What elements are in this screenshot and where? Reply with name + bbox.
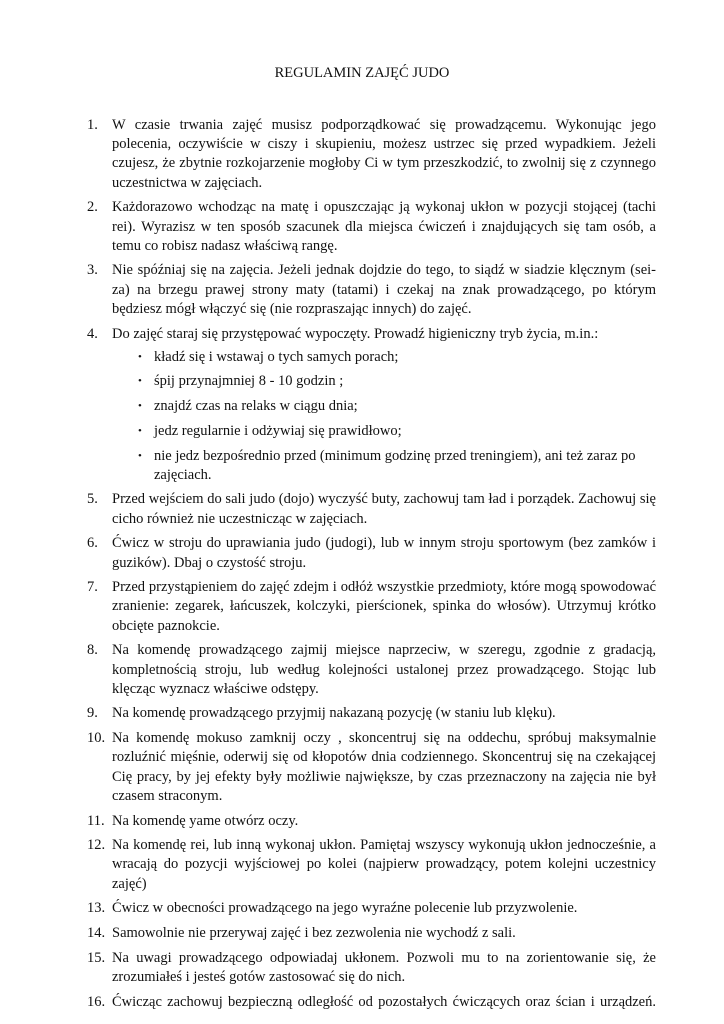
rule-number: 3. — [87, 262, 98, 279]
rule-item — [87, 198, 656, 256]
document-title: REGULAMIN ZAJĘĆ JUDO — [274, 65, 450, 81]
rule-item — [87, 261, 656, 319]
rule-item — [87, 534, 656, 572]
rule-text: Nie spóźniaj się na zajęcia. Jeżeli jednak dojdzie do tego, to siądź w siadzie klęcznym (sei-za) na brzegu prawej strony maty (tatami) i czekaj na znak prowadzącego, po którym będziesz mógł włączyć się (nie rozpraszając innych) do zajęć. — [112, 262, 656, 317]
rule-text: Samowolnie nie przerywaj zajęć i bez zezwolenia nie wychodź z sali. — [112, 925, 516, 942]
sublist-item — [112, 397, 656, 416]
rule-number: 15. — [87, 949, 106, 966]
rule-item — [87, 704, 656, 723]
rule-number: 8. — [87, 642, 98, 659]
rule-number: 4. — [87, 325, 98, 342]
rule-text: Ćwicz w obecności prowadzącego na jego wyraźne polecenie lub przyzwolenie. — [112, 900, 578, 917]
bullet-icon: • — [138, 375, 142, 388]
rule-text: Na komendę rei, lub inną wykonaj ukłon. Pamiętaj wszyscy wykonują ukłon jednocześnie, a wracają do pozycji wyjściowej po kolei (najpierw prowadzący, potem kolejni uczestnicy zajęć) — [112, 837, 656, 892]
bullet-icon: • — [138, 449, 142, 462]
sublist-item — [112, 348, 656, 367]
rule-text: Przed przystąpieniem do zajęć zdejm i odłóż wszystkie przedmioty, które mogą spowodować zranienie: zegarek, łańcuszek, kolczyki, pierścionek, spinka do włosów). Utrzymuj krótko obcięte paznokcie. — [112, 579, 656, 634]
rule-number: 9. — [87, 705, 98, 722]
rule-text: Na komendę yame otwórz oczy. — [112, 812, 299, 829]
sublist-item-text: śpij przynajmniej 8 - 10 godzin ; — [154, 373, 344, 390]
rule-text: Na komendę prowadzącego zajmij miejsce naprzeciw, w szeregu, zgodnie z gradacją, kompletnością stroju, lub według kolejności ustalonej przez prowadzącego. Stojąc lub klęcząc wyznacz właściwe odstępy. — [112, 642, 656, 697]
rule-text: Każdorazowo wchodząc na matę i opuszczając ją wykonaj ukłon w pozycji stojącej (tachi rei). Wyrazisz w ten sposób szacunek dla miejsca ćwiczeń i znajdujących się tam osób, a temu co robisz nadasz właściwą rangę. — [112, 199, 656, 254]
rule-text: Ćwicząc zachowuj bezpieczną odległość od pozostałych ćwiczących oraz ścian i urządzeń. — [112, 993, 656, 1010]
rule-number: 11. — [87, 812, 105, 829]
rule-text: W czasie trwania zajęć musisz podporządkować się prowadzącemu. Wykonując jego polecenia, oczywiście w ciszy i skupieniu, możesz ustrzec się przed wypadkiem. Jeżeli czujesz, że zbytnie rozkojarzenie mogłoby Ci w tym przeszkodzić, to zwolnij się z czynnego uczestnictwa w zajęciach. — [112, 117, 656, 191]
rule-item — [87, 116, 656, 193]
sublist-item — [112, 422, 656, 441]
rule-text: Przed wejściem do sali judo (dojo) wyczyść buty, zachowuj tam ład i porządek. Zachowuj się cicho również nie uczestnicząc w zajęciach. — [112, 491, 656, 527]
bullet-icon: • — [138, 350, 142, 363]
rule-item — [87, 836, 656, 894]
rule-number: 7. — [87, 579, 98, 596]
rule-item — [87, 490, 656, 528]
rule-item — [87, 812, 656, 831]
rule-item — [87, 729, 656, 806]
rule-item — [87, 949, 656, 987]
rule-text: Na komendę prowadzącego przyjmij nakazaną pozycję (w staniu lub klęku). — [112, 705, 556, 722]
sublist-item-text: nie jedz bezpośrednio przed (minimum godzinę przed treningiem), ani też zaraz po zajęciach. — [154, 447, 636, 483]
rule-number: 14. — [87, 925, 106, 942]
rules-list — [87, 116, 656, 1017]
rule-number: 1. — [87, 117, 98, 133]
rule-item — [87, 641, 656, 699]
rule-item — [87, 993, 656, 1012]
bullet-icon: • — [138, 400, 142, 413]
rule-number: 5. — [87, 491, 98, 508]
rule-text: Do zajęć staraj się przystępować wypoczęty. Prowadź higieniczny tryb życia, m.in.: — [112, 325, 599, 342]
bullet-icon: • — [138, 424, 142, 437]
rule-number: 2. — [87, 199, 98, 216]
rule-number: 12. — [87, 837, 106, 854]
rule-item — [87, 924, 656, 943]
rule-sublist — [112, 348, 656, 485]
rule-number: 6. — [87, 535, 98, 552]
sublist-item-text: znajdź czas na relaks w ciągu dnia; — [154, 398, 358, 415]
rule-number: 13. — [87, 900, 106, 917]
sublist-item-text: jedz regularnie i odżywiaj się prawidłowo; — [154, 422, 402, 439]
rule-item — [87, 578, 656, 636]
rule-item — [87, 899, 656, 918]
rule-text: Na uwagi prowadzącego odpowiadaj ukłonem. Pozwoli mu to na zorientowanie się, że zrozumiałeś i jesteś gotów zastosować się do nich. — [112, 949, 656, 985]
rule-text: Na komendę mokuso zamknij oczy , skoncentruj się na oddechu, spróbuj maksymalnie rozluźnić mięśnie, oderwij się od kłopotów dnia codziennego. Skoncentruj się na czekającej Cię pracy, by jej efekty były możliwie największe, by czas przeznaczony na zajęcia nie był czasem straconym. — [112, 730, 656, 804]
rule-number: 10. — [87, 730, 106, 747]
rule-item — [87, 325, 656, 485]
rule-number: 16. — [87, 993, 106, 1010]
sublist-item — [112, 372, 656, 391]
rule-text: Ćwicz w stroju do uprawiania judo (judogi), lub w innym stroju sportowym (bez zamków i guzików). Dbaj o czystość stroju. — [112, 535, 656, 571]
sublist-item — [112, 447, 656, 485]
sublist-item-text: kładź się i wstawaj o tych samych porach; — [154, 348, 399, 365]
